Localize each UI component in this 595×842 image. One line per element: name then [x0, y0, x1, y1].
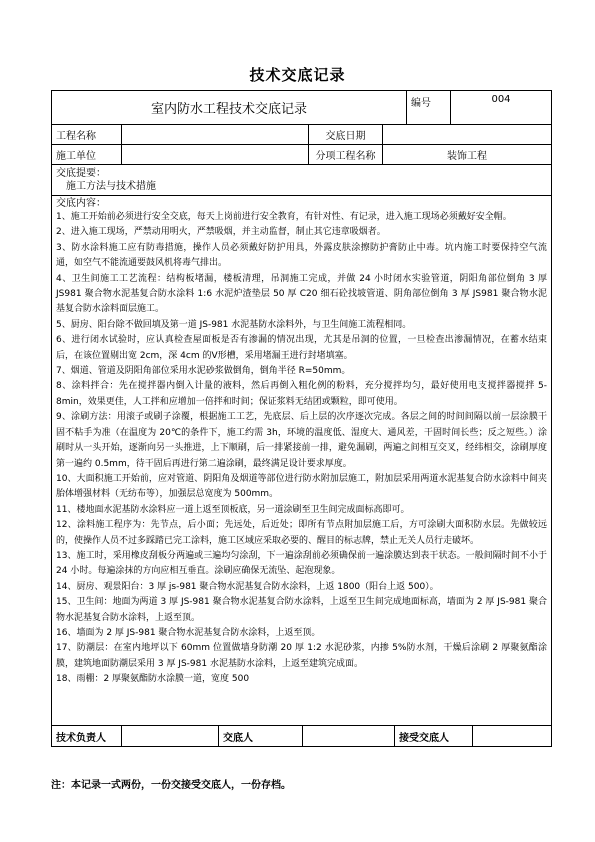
content-paragraph: 11、楼地面水泥基防水涂料应一道上返至顶板底，另一道涂刷至卫生间完成面标高即可。 [56, 504, 410, 515]
summary-text: 施工方法与技术措施 [66, 181, 156, 192]
content-paragraph: 3、防水涂料施工应有防毒措施，操作人员必须戴好防护用具，外露皮肤涂擦防护膏防止中毒。坑内施工时要保持空气流通，如空气不能流通要鼓风机将毒气排出。 [56, 242, 547, 269]
record-header-row [52, 91, 551, 125]
record-name: 室内防水工程技术交底记录 [52, 91, 407, 124]
summary-section [52, 165, 551, 196]
tech-lead-label: 技术负责人 [52, 726, 122, 746]
construction-unit-label: 施工单位 [52, 145, 122, 164]
discloser-label: 交底人 [219, 726, 303, 746]
summary-label: 交底提要： [56, 168, 106, 179]
project-row [52, 125, 551, 145]
content-paragraph: 18、雨棚：2 厚聚氨酯防水涂膜一道，宽度 500 [56, 674, 250, 685]
project-name-label: 工程名称 [52, 125, 122, 144]
subproject-value: 装饰工程 [447, 151, 487, 162]
content-paragraph: 10、大面积施工开始前，应对管道、阴阳角及烟道等部位进行防水附加层施工，附加层采用两道水泥基复合防水涂料中间夹胎体增强材料（无纺布等），加强层总宽度为 500mm。 [56, 473, 547, 500]
content-paragraph: 13、施工时，采用橡皮刮板分两遍或三遍均匀涂刮，下一遍涂刮前必须确保前一遍涂膜达到表干状态。一般间隔时间不小于 24 小时。每遍涂抹的方向应相互垂直。涂刷应确保无流坠、起泡现象。 [56, 550, 547, 577]
footnote: 注：本记录一式两份，一份交接受交底人，一份存档。 [51, 780, 291, 791]
content-paragraph: 9、涂刷方法：用滚子或刷子涂覆，根据施工工艺，先底层、后上层的次序逐次完成。各层之间的时间间隔以前一层涂膜干固不粘手为准（在温度为 20℃的条件下，施工约需 3h，环境的温度低、湿度大、通风差，干固时间长些；反之短些。）涂刷时从一头开始，逐渐向另一头推进，上下顺刷，后一排紧接前一排，避免漏刷，两遍之间相互交叉，经纬相交，涂刷厚度第一遍约 0.5mm，待干固后再进行第二遍涂刷，最终满足设计要求厚度。 [56, 412, 547, 469]
document-title: 技术交底记录 [249, 66, 346, 84]
content-label: 交底内容： [56, 198, 106, 209]
content-paragraph: 8、涂料拌合：先在搅拌器内倒入计量的液料，然后再倒入粗化例的粉料，充分搅拌均匀，最好使用电支搅拌器搅拌 5-8min，效果更佳，人工拌和应增加一倍拌和时间；保证浆料无结团或颗粒，即可使用。 [56, 381, 547, 407]
discloser-value [303, 726, 395, 746]
content-paragraph: 7、烟道、管道及阴阳角部位采用水泥砂浆做倒角，倒角半径 R=50mm。 [56, 366, 351, 377]
content-paragraph: 12、涂料施工程序为：先节点，后小面；先远处，后近处；即所有节点附加层施工后，方可涂刷大面积防水层。先做较远的，使操作人员不过多踩踏已完工涂料，施工区域应采取必要的、醒目的标志牌，禁止无关人员行走破坏。 [56, 520, 547, 546]
content-paragraph: 17、防潮层：在室内地坪以下 60mm 位置做墙身防潮 20 厚 1:2 水泥砂浆，内掺 5%防水剂，干燥后涂刷 2 厚聚氨酯涂膜，建筑地面防潮层采用 3 厚 JS-981 水泥基防水涂料，上返至建筑完成面。 [56, 643, 547, 669]
construction-unit-value [122, 145, 309, 164]
content-paragraph: 5、厨房、阳台除不做回填及第一道 JS-981 水泥基防水涂料外，与卫生间施工流程相同。 [56, 319, 412, 330]
number-label: 编号 [407, 91, 451, 124]
receiver-value [473, 726, 551, 746]
content-paragraph: 14、厨房、观景阳台：3 厚 js-981 聚合物水泥基复合防水涂料，上返 1800（阳台上返 500）。 [56, 581, 439, 592]
content-paragraph: 2、进入施工现场，严禁动用明火，严禁吸烟，并主动监督，制止其它违章吸烟者。 [56, 227, 386, 238]
content-paragraph: 6、进行闭水试验时，应认真检查屋面板是否有渗漏的情况出现，尤其是吊洞的位置，一旦检查出渗漏情况，在蓄水结束后，在该位置剔出宽 2cm，深 4cm 的Ⅴ形槽，采用堵漏王进行封堵填塞。 [56, 335, 547, 361]
unit-row [52, 145, 551, 165]
project-name-value [122, 125, 309, 144]
signature-row [52, 726, 551, 746]
content-section [52, 196, 551, 726]
date-value [383, 125, 551, 144]
date-label: 交底日期 [309, 125, 383, 144]
receiver-label: 接受交底人 [395, 726, 473, 746]
tech-lead-value [122, 726, 219, 746]
content-paragraph: 15、卫生间：地面为两道 3 厚 JS-981 聚合物水泥基复合防水涂料，上返至卫生间完成地面标高，墙面为 2 厚 JS-981 聚合物水泥基复合防水涂料，上返至顶。 [56, 597, 547, 623]
content-paragraph: 1、施工开始前必须进行安全交底，每天上岗前进行安全教育，有针对性、有记录，进入施工现场必须戴好安全帽。 [56, 212, 512, 222]
subproject-label: 分项工程名称 [309, 145, 383, 164]
content-paragraph: 4、卫生间施工工艺流程：结构板堵漏，楼板清理，吊洞施工完成，并做 24 小时闭水实验管道，阴阳角部位倒角 3 厚 JS981 聚合物水泥基复合防水涂料 1:6 水泥炉渣垫层 50 厚 C20 细石砼找坡管道、阴角部位倒角 3 厚 JS981 聚合物水泥基复合防水涂料面层施工。 [56, 273, 547, 315]
number-value: 004 [491, 94, 511, 105]
disclosure-record-table [51, 90, 552, 747]
content-paragraph: 16、墙面为 2 厚 JS-981 聚合物水泥基复合防水涂料，上返至顶。 [56, 627, 321, 638]
